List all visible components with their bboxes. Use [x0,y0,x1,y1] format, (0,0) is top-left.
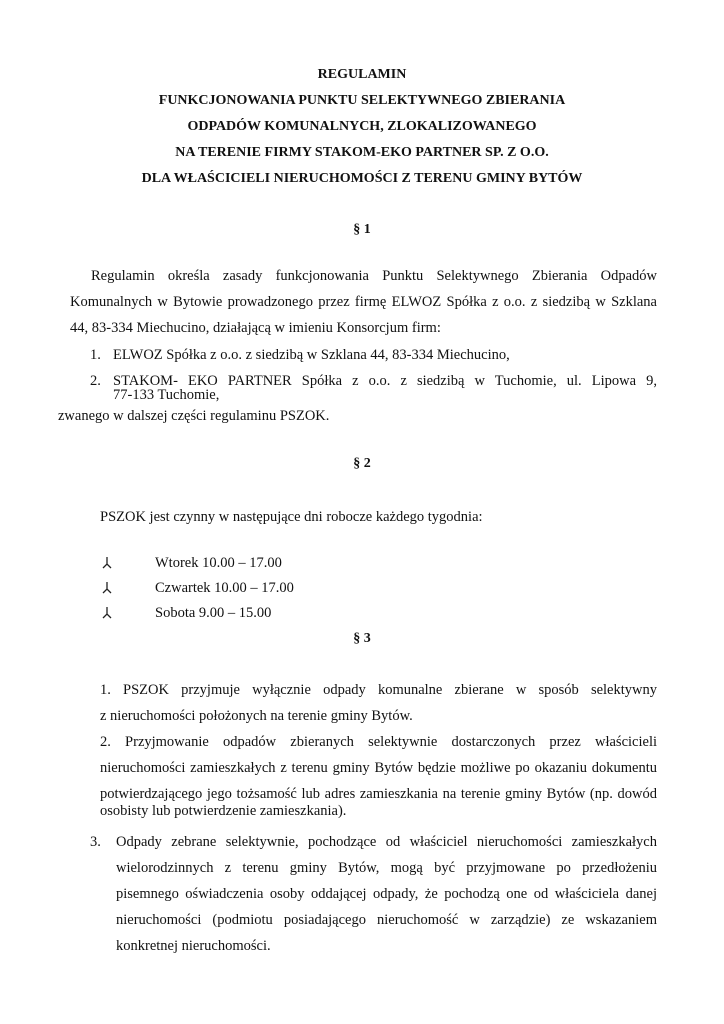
doc-title-line-4: NA TERENIE FIRMY STAKOM-EKO PARTNER SP. Z O.O. [175,145,549,160]
schedule-item-text: Wtorek 10.00 – 17.00 [155,555,282,571]
s2-intro: PSZOK jest czynny w następujące dni robocze każdego tygodnia: [100,509,483,525]
s3-p3-line-5: konkretnej nieruchomości. [116,938,271,954]
s3-p3-number: 3. [90,834,101,850]
s1-item-2-text: STAKOM- EKO PARTNER Spółka z o.o. z siedzibą w Tuchomie, ul. Lipowa 9, [113,373,657,389]
s3-p1-line-1: 1. PSZOK przyjmuje wyłącznie odpady komunalne zbierane w sposób selektywny [100,682,657,698]
s1-outro: zwanego w dalszej części regulaminu PSZOK. [58,408,330,424]
s3-p3-line-1: Odpady zebrane selektywnie, pochodzące od właściciel nieruchomości zamieszkałych [116,834,657,850]
arrow-bullet-icon [99,553,115,573]
s3-p2-line-2: nieruchomości zamieszkałych z terenu gminy Bytów będzie możliwe po okazaniu dokumentu [100,760,657,776]
s3-p2-line-4: osobisty lub potwierdzenie zamieszkania). [100,803,347,819]
schedule-item-text: Czwartek 10.00 – 17.00 [155,580,294,596]
s1-item-2-text-cont: 77-133 Tuchomie, [113,387,220,403]
doc-title-line-3: ODPADÓW KOMUNALNYCH, ZLOKALIZOWANEGO [187,119,537,134]
arrow-bullet-icon [99,603,115,623]
s3-p3-line-3: pisemnego oświadczenia osoby oddającej odpady, że pochodzą one od właściciela danej [116,886,657,902]
s1-intro-line-2: Komunalnych w Bytowie prowadzonego przez firmę ELWOZ Spółka z o.o. z siedzibą w Szklana [70,294,657,310]
s3-p2-line-1: 2. Przyjmowanie odpadów zbieranych selektywnie dostarczonych przez właścicieli [100,734,657,750]
arrow-bullet-icon [99,578,115,598]
s1-intro-line-3: 44, 83-334 Miechucino, działającą w imieniu Konsorcjum firm: [70,320,441,336]
doc-title-line-2: FUNKCJONOWANIA PUNKTU SELEKTYWNEGO ZBIERANIA [158,93,566,108]
s1-item-1-text: ELWOZ Spółka z o.o. z siedzibą w Szklana 44, 83-334 Miechucino, [113,347,510,363]
s3-p3-line-2: wielorodzinnych z terenu gminy Bytów, mogą być przyjmowane po przedłożeniu [116,860,657,876]
s1-intro-line-1: Regulamin określa zasady funkcjonowania Punktu Selektywnego Zbierania Odpadów [91,268,657,284]
section-2-heading: § 2 [353,456,371,471]
section-1-heading: § 1 [353,222,371,237]
s3-p2-line-3: potwierdzającego jego tożsamość lub adres zamieszkania na terenie gminy Bytów (np. dowód [100,786,657,802]
section-3-heading: § 3 [353,631,371,646]
doc-title-line-5: DLA WŁAŚCICIELI NIERUCHOMOŚCI Z TERENU GMINY BYTÓW [141,171,583,186]
s1-item-1-number: 1. [90,347,101,363]
s1-item-2-number: 2. [90,373,101,389]
schedule-item-text: Sobota 9.00 – 15.00 [155,605,272,621]
s3-p3-line-4: nieruchomości (podmiotu posiadającego nieruchomość w zarządzie) ze wskazaniem [116,912,657,928]
doc-title-line-1: REGULAMIN [317,67,407,82]
s3-p1-line-2: z nieruchomości położonych na terenie gminy Bytów. [100,708,413,724]
